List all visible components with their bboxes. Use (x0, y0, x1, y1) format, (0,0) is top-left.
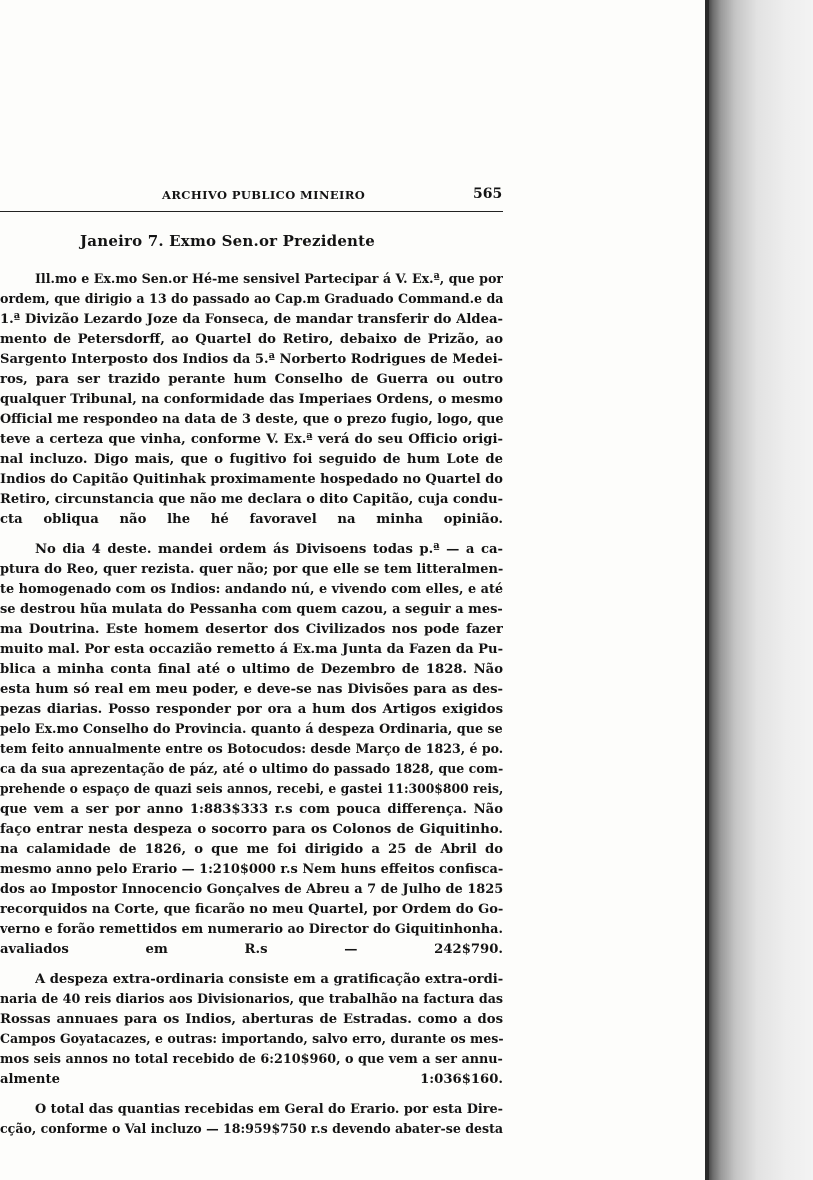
page-edge (705, 0, 709, 1180)
text-line: pezas diarias. Posso responder por ora a hum dos Artigos exigidos (0, 702, 503, 717)
text-line: Rossas annuaes para os Indios, aberturas de Estradas. como a dos (0, 1012, 503, 1027)
text-line: nal incluzo. Digo mais, que o fugitivo foi seguido de hum Lote de (0, 452, 503, 467)
text-line: Indios do Capitão Quitinhak proximamente hospedado no Quartel do (0, 472, 503, 487)
text-line: Campos Goyatacazes, e outras: importando, salvo erro, durante os mes- (0, 1032, 504, 1047)
text-line: prehende o espaço de quazi seis annos, recebi, e gastei 11:300$800 reis, (0, 782, 504, 797)
text-line: ma Doutrina. Este homem desertor dos Civilizados nos pode fazer (0, 622, 503, 637)
text-line: qualquer Tribunal, na conformidade das Imperiaes Ordens, o mesmo (0, 392, 503, 407)
text-line: Official me respondeo na data de 3 deste, que o prezo fugio, logo, que (0, 412, 504, 427)
text-line: pelo Ex.mo Conselho do Provincia. quanto á despeza Ordinaria, que se (0, 722, 503, 737)
text-line: verno e forão remettidos em numerario ao Director do Giquitinhonha. (0, 922, 503, 937)
text-line: ros, para ser trazido perante hum Conselho de Guerra ou outro (0, 372, 503, 387)
text-line: se destrou hũa mulata do Pessanha com quem cazou, a seguir a mes- (0, 602, 503, 617)
page-number: 565 (473, 186, 503, 202)
text-line: 1.ª Divizão Lezardo Joze da Fonseca, de mandar transferir do Aldea- (0, 312, 503, 327)
header-rule (0, 211, 503, 212)
text-line: dos ao Impostor Innocencio Gonçalves de Abreu a 7 de Julho de 1825 (0, 882, 504, 897)
text-line: O total das quantias recebidas em Geral do Erario. por esta Dire- (35, 1102, 504, 1117)
text-line: cção, conforme o Val incluzo — 18:959$750 r.s devendo abater-se desta (0, 1122, 503, 1137)
text-line: blica a minha conta final até o ultimo de Dezembro de 1828. Não (0, 662, 503, 677)
text-line: ptura do Reo, quer rezista. quer não; por que elle se tem litteralmen- (0, 562, 504, 577)
running-head-title: ARCHIVO PUBLICO MINEIRO (162, 188, 366, 202)
text-line: Retiro, circunstancia que não me declara o dito Capitão, cuja condu- (0, 492, 503, 507)
text-line: tem feito annualmente entre os Botocudos: desde Março de 1823, é po. (0, 742, 504, 757)
text-line: mesmo anno pelo Erario — 1:210$000 r.s Nem huns effeitos confisca- (0, 862, 504, 877)
text-line: mos seis annos no total recebido de 6:210$960, o que vem a ser annu- (0, 1052, 503, 1067)
text-line: mento de Petersdorff, ao Quartel do Retiro, debaixo de Prizão, ao (0, 332, 503, 347)
text-line: na calamidade de 1826, o que me foi dirigido a 25 de Abril do (0, 842, 503, 857)
text-line: ordem, que dirigio a 13 do passado ao Cap.m Graduado Command.e da (0, 292, 504, 307)
text-line: Ill.mo e Ex.mo Sen.or Hé-me sensivel Partecipar á V. Ex.ª, que por (35, 272, 504, 287)
text-line: teve a certeza que vinha, conforme V. Ex.ª verá do seu Officio origi- (0, 432, 503, 447)
text-line: muito mal. Por esta occazião remetto á Ex.ma Junta da Fazen da Pu- (0, 642, 503, 657)
text-line: esta hum só real em meu poder, e deve-se nas Divisões para as des- (0, 682, 503, 697)
text-line: avaliados em R.s — 242$790. (0, 942, 503, 957)
text-line: No dia 4 deste. mandei ordem ás Divisoens todas p.ª — a ca- (35, 542, 503, 557)
book-spine-shadow (707, 0, 813, 1180)
running-head (0, 188, 503, 210)
letter-heading: Janeiro 7. Exmo Sen.or Prezidente (80, 232, 376, 250)
text-line: naria de 40 reis diarios aos Divisionarios, que trabalhão na factura das (0, 992, 503, 1007)
text-line: Sargento Interposto dos Indios da 5.ª Norberto Rodrigues de Medei- (0, 352, 503, 367)
text-line: A despeza extra-ordinaria consiste em a gratificação extra-ordi- (35, 972, 504, 987)
text-line: recorquidos na Corte, que ficarão no meu Quartel, por Ordem do Go- (0, 902, 503, 917)
text-line: te homogenado com os Indios: andando nú, e vivendo com elles, e até (0, 582, 504, 597)
text-line: ca da sua aprezentação de páz, até o ultimo do passado 1828, que com- (0, 762, 504, 777)
text-line: que vem a ser por anno 1:883$333 r.s com pouca differença. Não (0, 802, 503, 817)
text-line: faço entrar nesta despeza o socorro para os Colonos de Giquitinho. (0, 822, 503, 837)
text-line: cta obliqua não lhe hé favoravel na minha opinião. (0, 512, 503, 527)
text-line: almente 1:036$160. (0, 1072, 503, 1087)
